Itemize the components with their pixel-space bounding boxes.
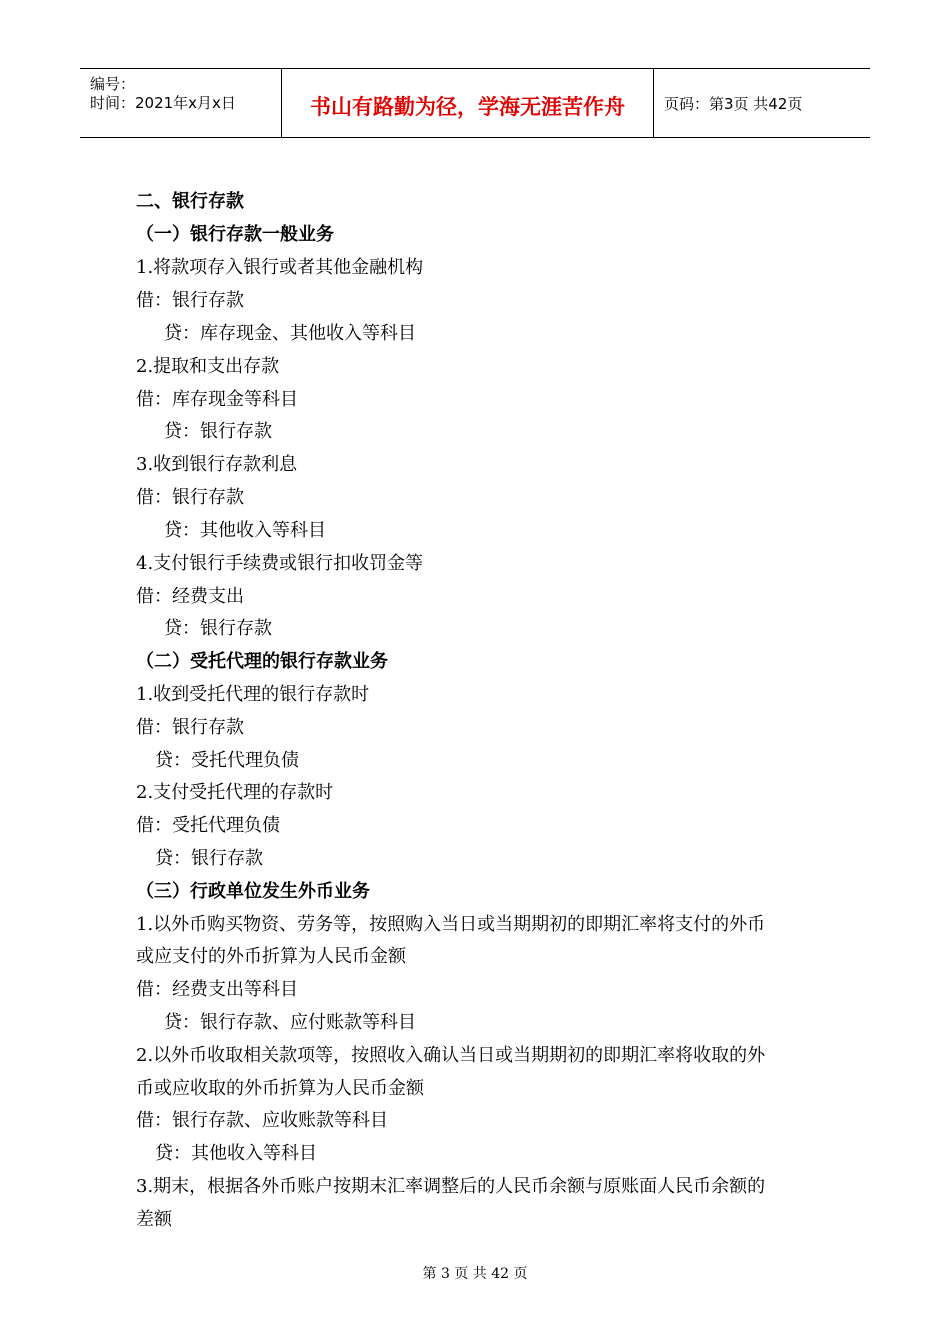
debit-line: 借：银行存款 [136,290,244,311]
credit-line: 贷：银行存款 [164,421,272,442]
subsection-title: （三）行政单位发生外币业务 [136,881,370,902]
debit-line: 借：银行存款 [136,717,244,738]
item-line: 1.以外币购买物资、劳务等，按照购入当日或当期期初的即期汇率将支付的外币 [136,914,766,935]
header-table [80,68,870,138]
header-info-cell [80,69,282,137]
header-motto-cell [282,69,654,137]
item-line: 4.支付银行手续费或银行扣收罚金等 [136,553,424,574]
debit-line: 借：受托代理负债 [136,815,280,836]
item-line-continued: 或应支付的外币折算为人民币金额 [136,946,406,967]
debit-line: 借：银行存款 [136,487,244,508]
debit-line: 借：经费支出 [136,586,244,607]
item-line: 1.将款项存入银行或者其他金融机构 [136,257,424,278]
credit-line: 贷：银行存款、应付账款等科目 [164,1012,416,1033]
section-title: 二、银行存款 [136,191,244,212]
item-line-continued: 差额 [136,1209,172,1230]
page-info: 页码：第3页 共42页 [664,95,803,113]
debit-line: 借：银行存款、应收账款等科目 [136,1110,388,1131]
credit-line: 贷：其他收入等科目 [164,520,326,541]
subsection-title: （一）银行存款一般业务 [136,224,334,245]
subsection-title: （二）受托代理的银行存款业务 [136,651,388,672]
credit-line: 贷：其他收入等科目 [155,1143,317,1164]
credit-line: 贷：银行存款 [164,618,272,639]
item-line: 3.收到银行存款利息 [136,454,298,475]
item-line: 3.期末，根据各外币账户按期末汇率调整后的人民币余额与原账面人民币余额的 [136,1176,766,1197]
credit-line: 贷：银行存款 [155,848,263,869]
header-page-cell [654,69,870,137]
item-line-continued: 币或应收取的外币折算为人民币金额 [136,1078,424,1099]
number-label: 编号： [90,75,136,93]
item-line: 2.以外币收取相关款项等，按照收入确认当日或当期期初的即期汇率将收取的外 [136,1045,766,1066]
item-line: 2.支付受托代理的存款时 [136,782,334,803]
credit-line: 贷：库存现金、其他收入等科目 [164,323,416,344]
page-footer: 第 3 页 共 42 页 [422,1266,528,1282]
credit-line: 贷：受托代理负债 [155,750,299,771]
debit-line: 借：经费支出等科目 [136,979,298,1000]
time-label: 时间：2021年x月x日 [90,94,236,112]
item-line: 2.提取和支出存款 [136,356,280,377]
item-line: 1.收到受托代理的银行存款时 [136,684,370,705]
debit-line: 借：库存现金等科目 [136,389,298,410]
motto: 书山有路勤为径，学海无涯苦作舟 [310,95,625,119]
